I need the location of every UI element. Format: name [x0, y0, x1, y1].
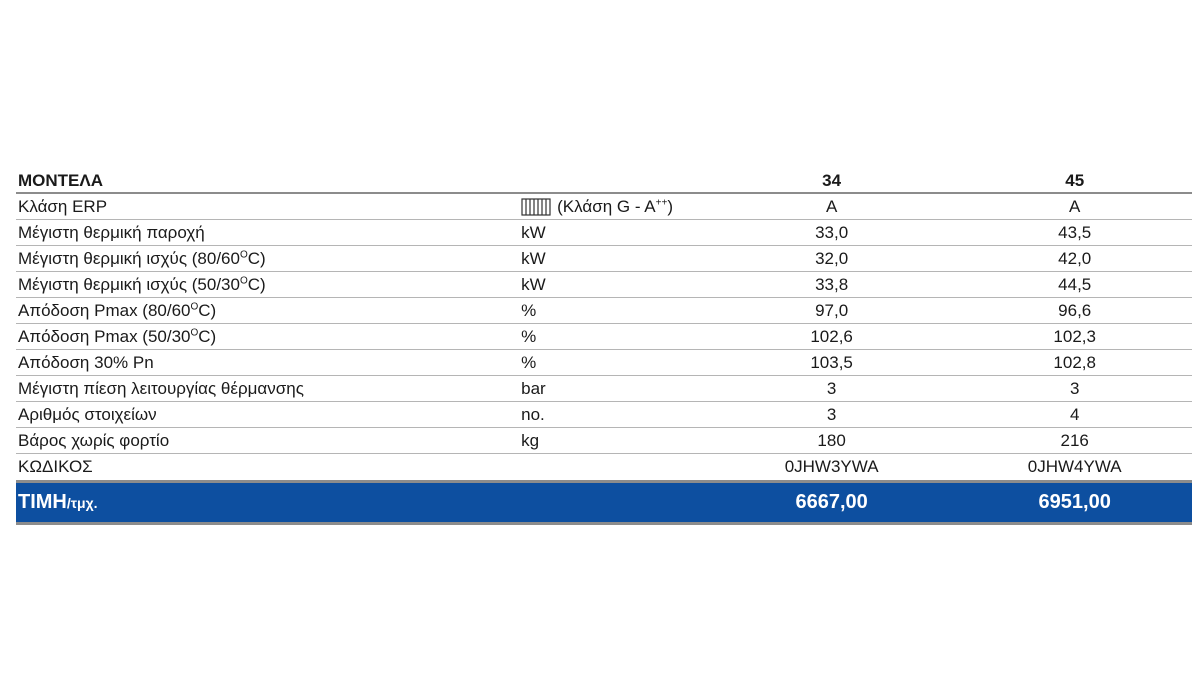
- price-45: 6951,00: [1038, 491, 1111, 513]
- row-label: Αριθμός στοιχείων: [18, 404, 157, 424]
- radiator-icon: [521, 198, 551, 216]
- row-unit: %: [521, 326, 537, 346]
- row-label: Μέγιστη θερμική ισχύς $(80/60^OC)$: [18, 248, 266, 268]
- row-value-34: 3: [826, 404, 837, 424]
- price-label: ΤΙΜΗ/τμχ.: [18, 491, 98, 513]
- row-unit: %: [521, 352, 537, 372]
- row-label: Απόδοση Pmax $(80/60^OC)$: [18, 300, 217, 320]
- row-value-34: 33,0: [815, 222, 849, 242]
- row-value-34: 33,8: [815, 274, 849, 294]
- table-row: [16, 298, 1192, 324]
- row-value-45: 102,8: [1053, 352, 1096, 372]
- row-label: Απόδοση Pmax $(50/30^OC)$: [18, 326, 217, 346]
- row-value-34: 3: [826, 378, 837, 398]
- row-label: Μέγιστη θερμική παροχή: [18, 222, 205, 242]
- row-value-45: 42,0: [1058, 248, 1092, 268]
- table-row: [16, 376, 1192, 402]
- row-value-45: 43,5: [1058, 222, 1092, 242]
- spec-table: [16, 170, 1192, 525]
- row-value-45: 102,3: [1053, 326, 1096, 346]
- row-value-34: 102,6: [810, 326, 853, 346]
- row-label: Βάρος χωρίς φορτίο: [18, 430, 170, 450]
- row-unit: kg: [521, 430, 540, 450]
- row-value-34: 103,5: [810, 352, 853, 372]
- row-value-45: 216: [1060, 430, 1089, 450]
- erp-class-unit: [521, 197, 706, 217]
- row-unit: bar: [521, 378, 546, 398]
- erp-class-range: (Κλάση G - A++): [557, 196, 673, 216]
- product-code-label: ΚΩΔΙΚΟΣ: [18, 457, 93, 476]
- price-row: [16, 483, 1192, 525]
- table-row: [16, 220, 1192, 246]
- erp-class-value-34: A: [825, 196, 838, 216]
- row-label: Απόδοση 30% Pn: [18, 352, 154, 372]
- row-value-45: 44,5: [1058, 274, 1092, 294]
- row-value-45: 3: [1069, 378, 1080, 398]
- row-label: Μέγιστη πίεση λειτουργίας θέρμανσης: [18, 378, 304, 398]
- row-value-34: 180: [817, 430, 846, 450]
- row-label: Μέγιστη θερμική ισχύς $(50/30^OC)$: [18, 274, 266, 294]
- row-unit: kW: [521, 248, 546, 268]
- row-unit: no.: [521, 404, 545, 424]
- erp-class-value-45: A: [1069, 196, 1081, 216]
- row-value-34: 97,0: [815, 300, 849, 320]
- table-row: [16, 324, 1192, 350]
- price-34: 6667,00: [795, 491, 868, 513]
- product-code-45: 0JHW4YWA: [1027, 457, 1122, 476]
- table-row: [16, 246, 1192, 272]
- product-code-34: 0JHW3YWA: [784, 457, 879, 476]
- row-unit: kW: [521, 222, 546, 242]
- model-34-heading: 34: [822, 171, 842, 190]
- table-header-row: [16, 170, 1192, 194]
- table-row: [16, 402, 1192, 428]
- erp-class-label: Κλάση ERP: [18, 196, 108, 216]
- model-45-heading: 45: [1065, 171, 1085, 190]
- table-row: [16, 272, 1192, 298]
- row-value-34: 32,0: [815, 248, 849, 268]
- row-value-45: 4: [1069, 404, 1080, 424]
- row-unit: kW: [521, 274, 546, 294]
- erp-class-row: [16, 194, 1192, 220]
- row-unit: %: [521, 300, 537, 320]
- table-row: [16, 350, 1192, 376]
- product-code-row: [16, 454, 1192, 483]
- table-row: [16, 428, 1192, 454]
- models-heading: ΜΟΝΤΕΛΑ: [18, 171, 103, 190]
- row-value-45: 96,6: [1058, 300, 1092, 320]
